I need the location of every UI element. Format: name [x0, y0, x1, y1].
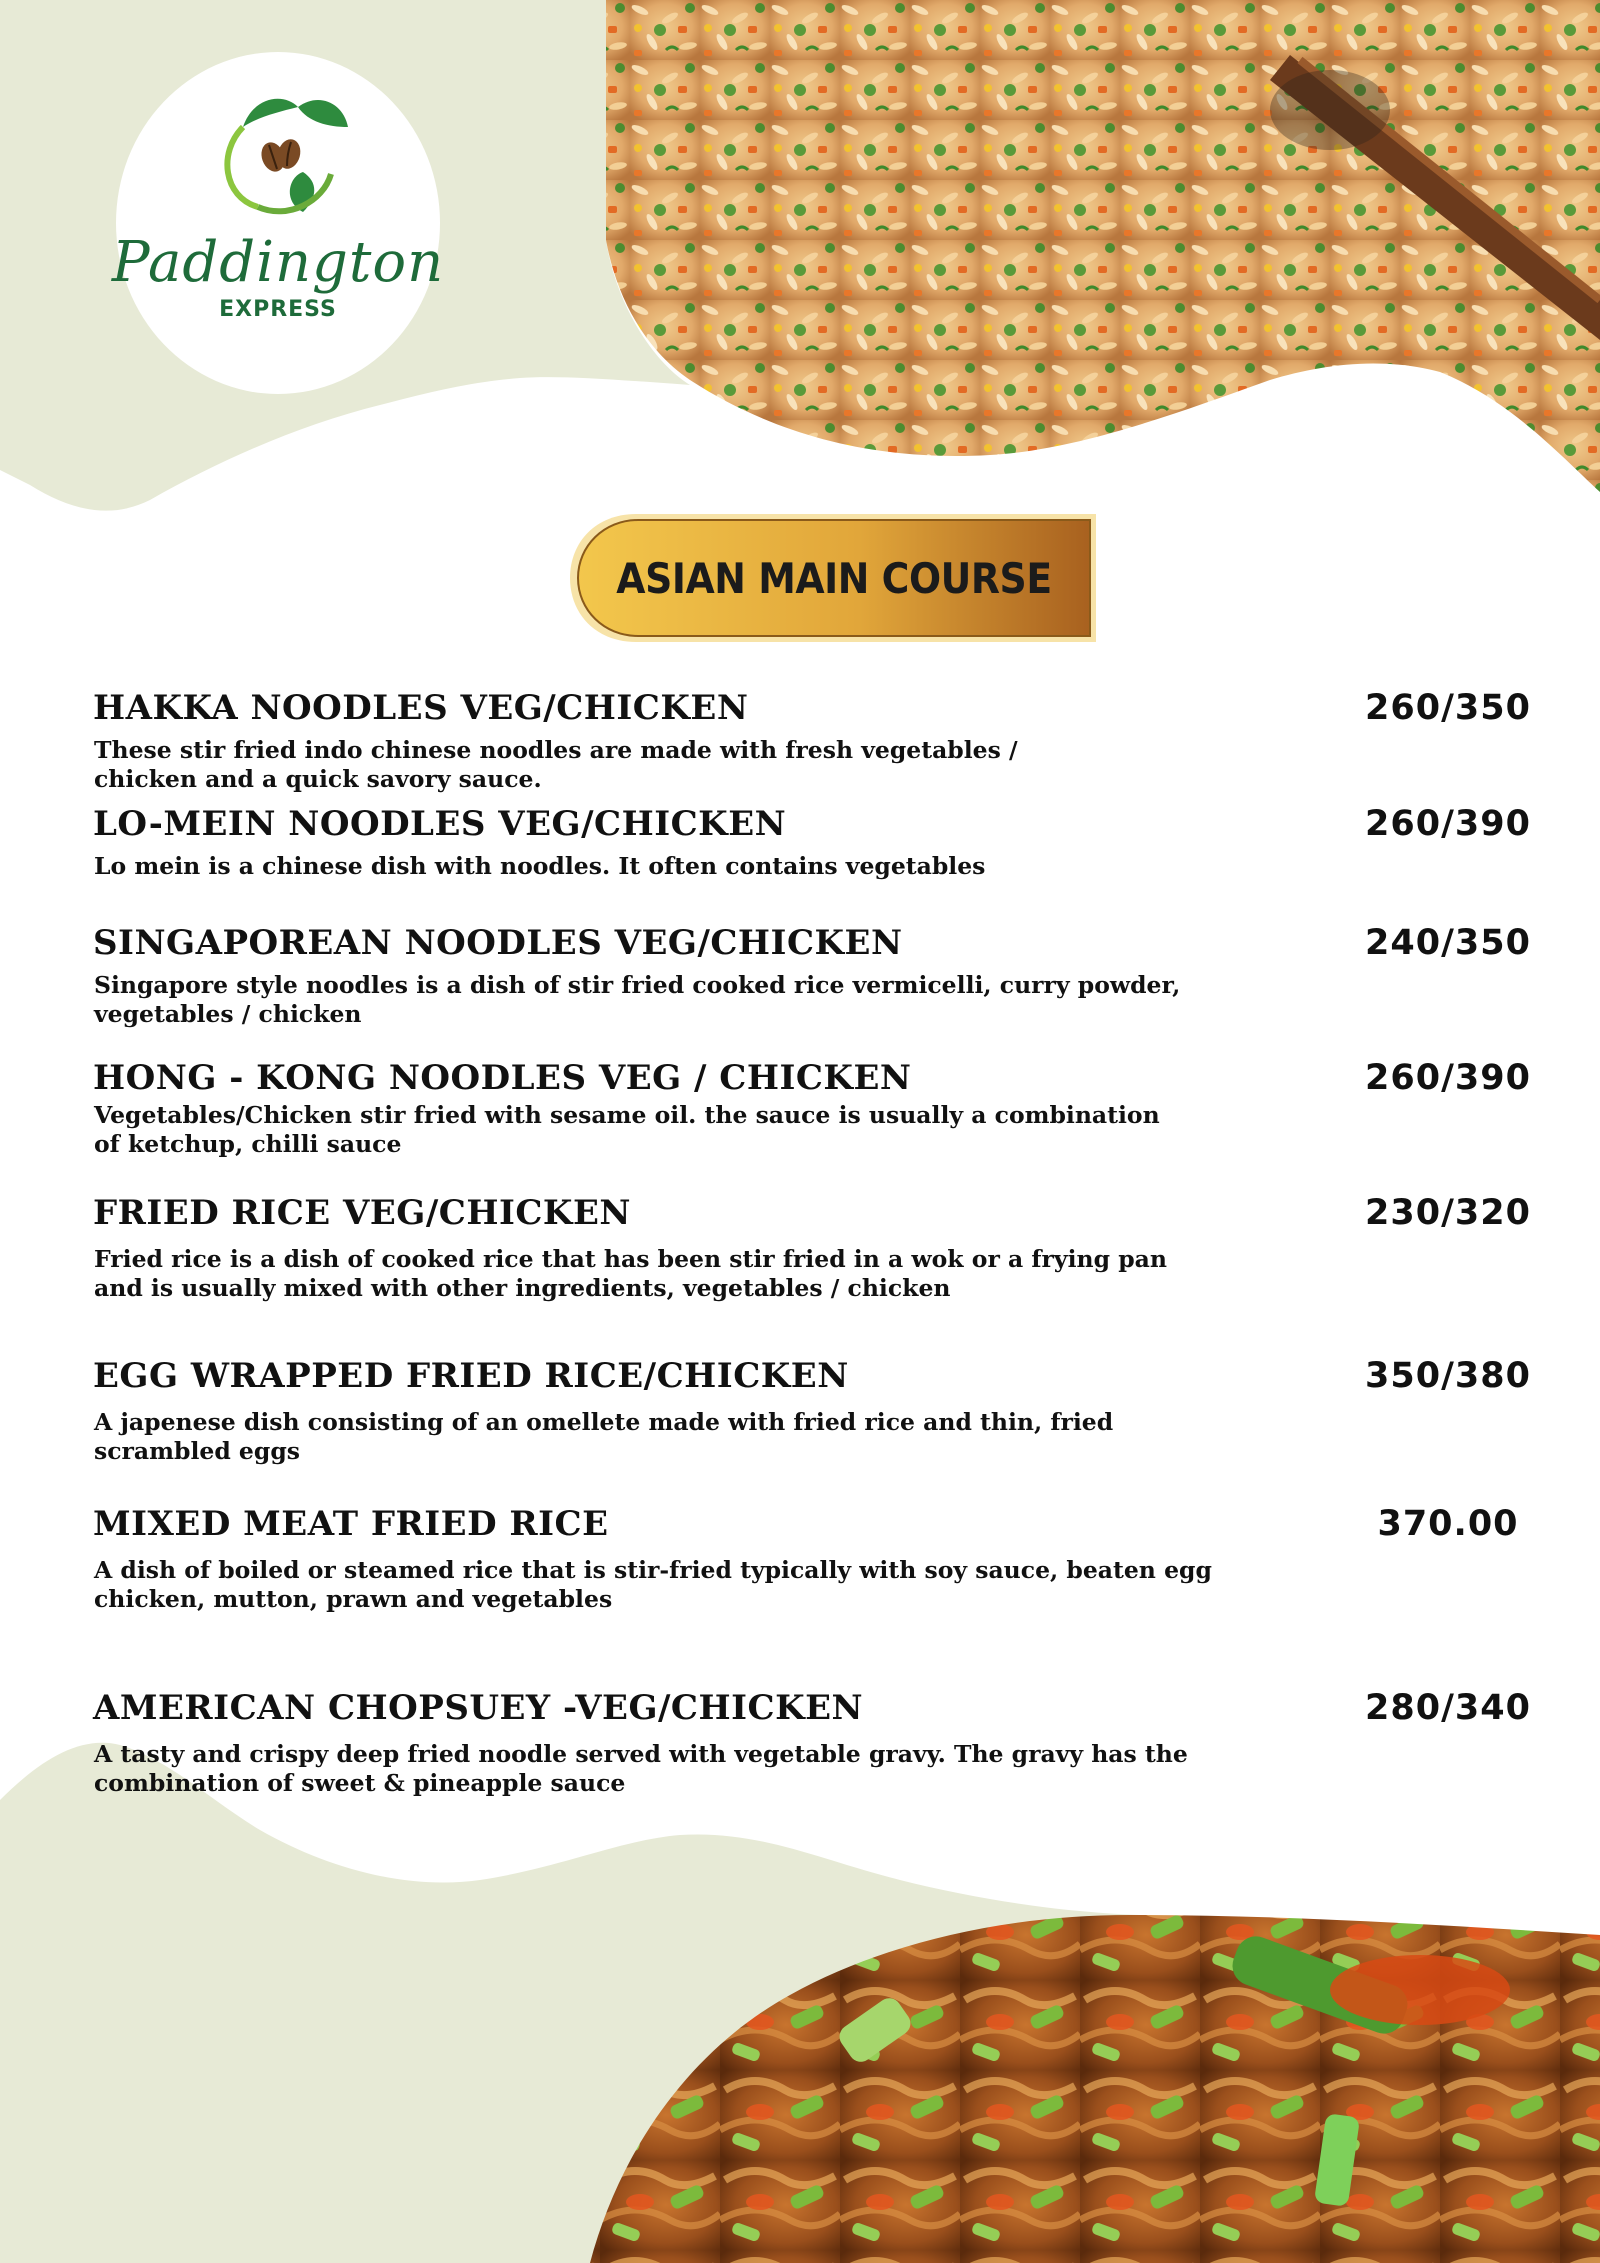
item-price: 350/380 [1365, 1356, 1531, 1396]
item-price: 260/390 [1365, 804, 1531, 844]
item-price: 370.00 [1377, 1504, 1519, 1544]
item-description: Vegetables/Chicken stir fried with sesame oil. the sauce is usually a combination of ketchup, chilli sauce [94, 1101, 1160, 1158]
item-price: 260/350 [1365, 688, 1531, 728]
section-title-banner [566, 510, 1102, 646]
item-price: 230/320 [1365, 1193, 1531, 1233]
item-name: EGG WRAPPED FRIED RICE/CHICKEN [93, 1356, 849, 1396]
item-name: HONG - KONG NOODLES VEG / CHICKEN [93, 1058, 912, 1098]
item-price: 260/390 [1365, 1058, 1531, 1098]
item-name: FRIED RICE VEG/CHICKEN [93, 1193, 631, 1233]
item-description: A tasty and crispy deep fried noodle served with vegetable gravy. The gravy has the combination of sweet & pineapple sauce [94, 1740, 1188, 1797]
brand-subtitle: EXPRESS [219, 297, 337, 322]
section-title: ASIAN MAIN COURSE [616, 553, 1052, 603]
leaf-coffee-logo-icon [203, 82, 353, 232]
item-description: A japenese dish consisting of an omellete made with fried rice and thin, fried scrambled eggs [94, 1408, 1114, 1465]
item-description: Lo mein is a chinese dish with noodles. It often contains vegetables [94, 852, 986, 880]
item-name: HAKKA NOODLES VEG/CHICKEN [93, 688, 749, 728]
brand-logo [111, 52, 445, 394]
item-price: 240/350 [1365, 923, 1531, 963]
item-name: LO-MEIN NOODLES VEG/CHICKEN [93, 804, 787, 844]
brand-name: Paddington [111, 230, 445, 295]
item-name: SINGAPOREAN NOODLES VEG/CHICKEN [93, 923, 903, 963]
item-price: 280/340 [1365, 1688, 1531, 1728]
item-description: Fried rice is a dish of cooked rice that has been stir fried in a wok or a frying pan and is usually mixed with other ingredients, vegetables / chicken [94, 1245, 1167, 1302]
item-name: MIXED MEAT FRIED RICE [93, 1504, 609, 1544]
item-description: A dish of boiled or steamed rice that is stir-fried typically with soy sauce, beaten egg chicken, mutton, prawn and vegetables [94, 1556, 1212, 1613]
item-description: Singapore style noodles is a dish of stir fried cooked rice vermicelli, curry powder, vegetables / chicken [94, 971, 1181, 1028]
item-description: These stir fried indo chinese noodles are made with fresh vegetables / chicken and a quick savory sauce. [94, 736, 1018, 793]
fried-rice-photo [600, 0, 1600, 500]
item-name: AMERICAN CHOPSUEY -VEG/CHICKEN [93, 1688, 864, 1728]
